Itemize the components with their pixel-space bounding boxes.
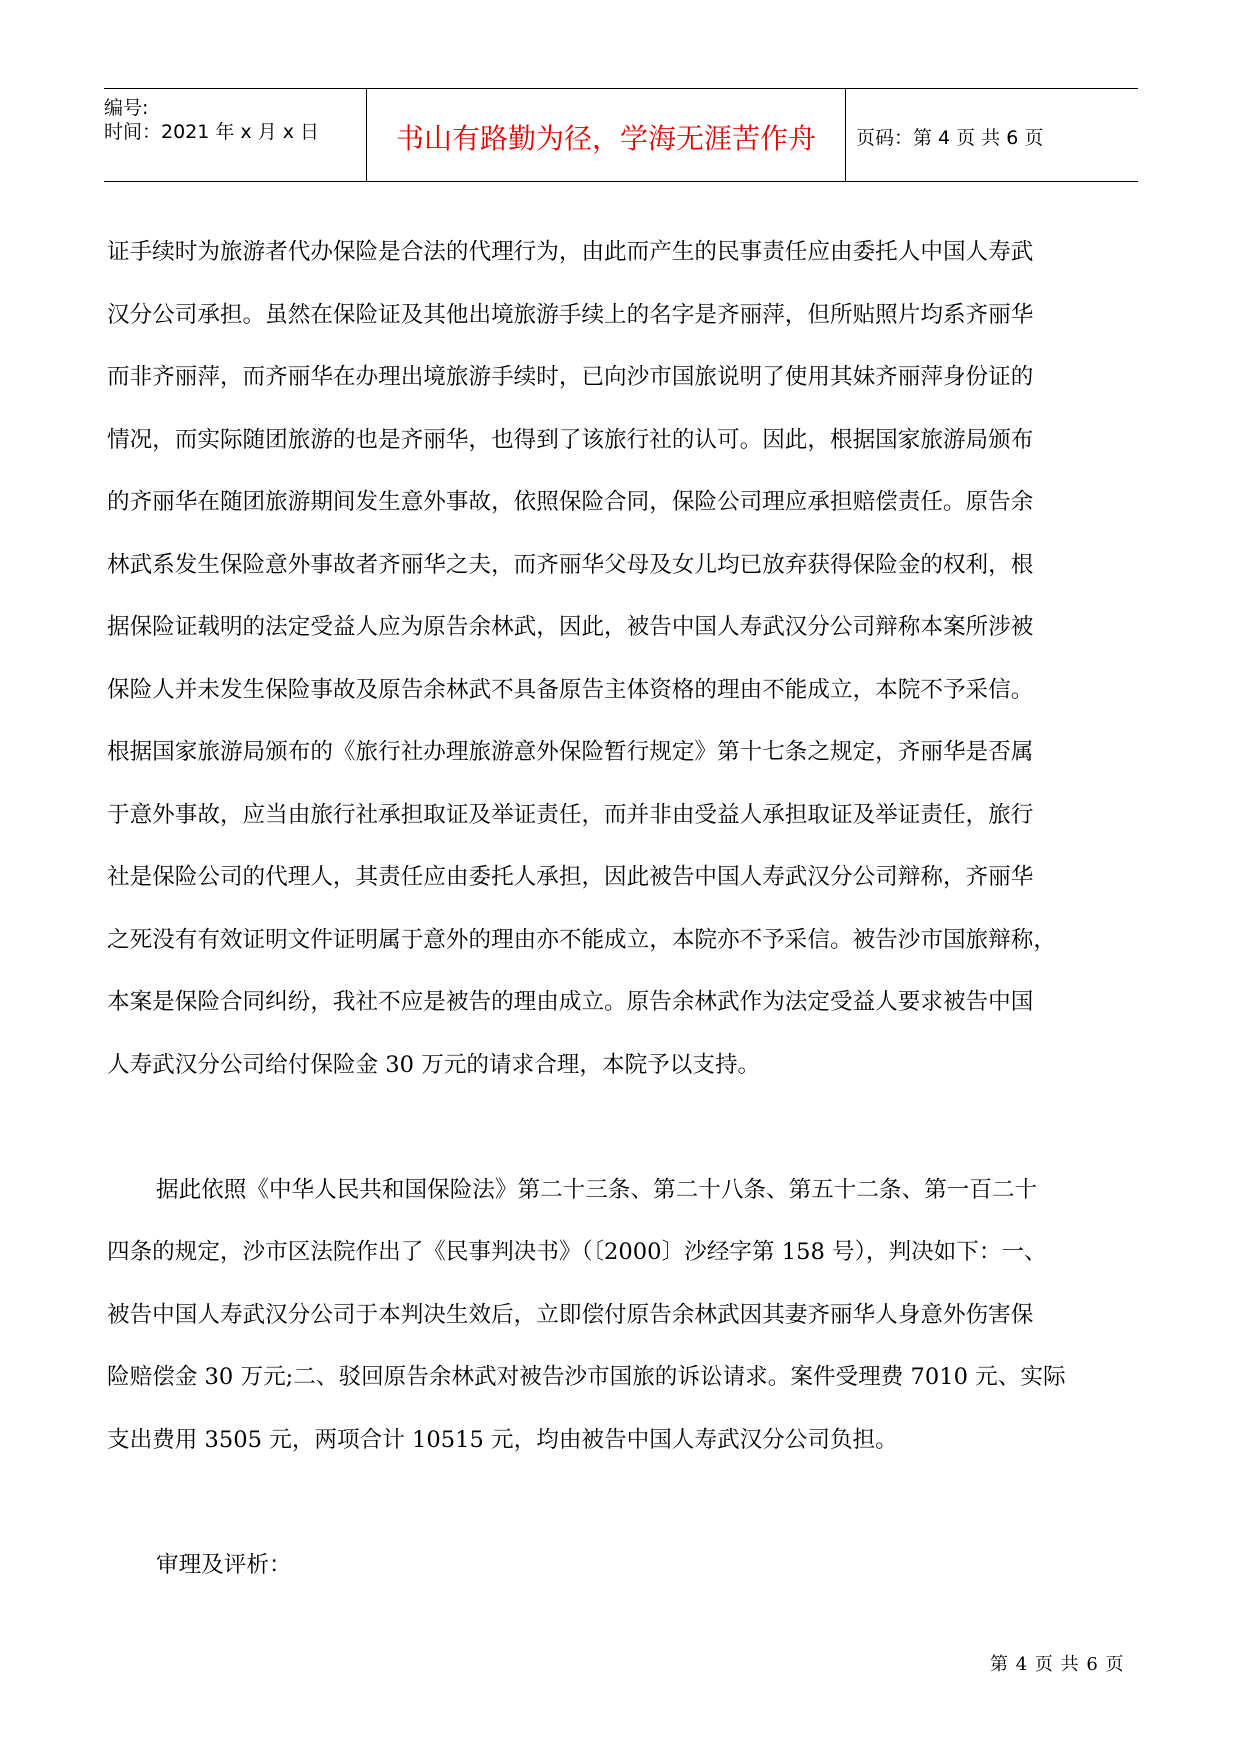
text-line: 社是保险公司的代理人，其责任应由委托人承担，因此被告中国人寿武汉分公司辩称，齐丽华 [107, 864, 1034, 890]
header-info-cell [104, 89, 367, 181]
document-time-label: 时间：2021 年 x 月 x 日 [104, 121, 320, 143]
text-line: 支出费用 3505 元，两项合计 10515 元，均由被告中国人寿武汉分公司负担。 [107, 1426, 898, 1453]
text-line: 四条的规定，沙市区法院作出了《民事判决书》（〔2000〕沙经字第 158 号），判决如下：一、 [107, 1239, 1047, 1265]
text-line: 林武系发生保险意外事故者齐丽华之夫，而齐丽华父母及女儿均已放弃获得保险金的权利，根 [107, 551, 1034, 578]
page-header [104, 88, 1138, 182]
text-line: 被告中国人寿武汉分公司于本判决生效后，立即偿付原告余林武因其妻齐丽华人身意外伤害保 [107, 1301, 1034, 1328]
text-line: 而非齐丽萍，而齐丽华在办理出境旅游手续时，已向沙市国旅说明了使用其妹齐丽萍身份证的 [107, 364, 1034, 390]
paragraph-2 [107, 1159, 1137, 1472]
text-line: 人寿武汉分公司给付保险金 30 万元的请求合理，本院予以支持。 [107, 1051, 761, 1078]
text-line: 险赔偿金 30 万元;二、驳回原告余林武对被告沙市国旅的诉讼请求。案件受理费 7010 元、实际 [107, 1364, 1066, 1390]
text-line: 之死没有有效证明文件证明属于意外的理由亦不能成立，本院亦不予采信。被告沙市国旅辩称， [107, 926, 1056, 953]
text-line: 据此依照《中华人民共和国保险法》第二十三条、第二十八条、第五十二条、第一百二十 [156, 1176, 1038, 1203]
header-page-cell [846, 89, 1138, 181]
header-page-number: 页码：第 4 页 共 6 页 [856, 127, 1044, 149]
text-line: 的齐丽华在随团旅游期间发生意外事故，依照保险合同，保险公司理应承担赔偿责任。原告余 [107, 489, 1034, 515]
paragraph-gap [107, 1471, 1137, 1534]
paragraph-3 [107, 1534, 1137, 1597]
document-body [107, 221, 1137, 1596]
paragraph-1 [107, 221, 1137, 1096]
document-number-label: 编号: [104, 97, 149, 119]
text-line: 根据国家旅游局颁布的《旅行社办理旅游意外保险暂行规定》第十七条之规定，齐丽华是否属 [107, 739, 1034, 765]
text-line: 本案是保险合同纠纷，我社不应是被告的理由成立。原告余林武作为法定受益人要求被告中国 [107, 989, 1034, 1015]
text-line: 保险人并未发生保险事故及原告余林武不具备原告主体资格的理由不能成立，本院不予采信。 [107, 676, 1034, 703]
section-heading: 审理及评析： [156, 1551, 292, 1578]
paragraph-gap [107, 1096, 1137, 1159]
header-motto: 书山有路勤为径，学海无涯苦作舟 [395, 122, 816, 155]
text-line: 于意外事故，应当由旅行社承担取证及举证责任，而并非由受益人承担取证及举证责任，旅行 [107, 801, 1034, 828]
text-line: 汉分公司承担。虽然在保险证及其他出境旅游手续上的名字是齐丽萍，但所贴照片均系齐丽华 [107, 301, 1034, 328]
text-line: 据保险证载明的法定受益人应为原告余林武，因此，被告中国人寿武汉分公司辩称本案所涉被 [107, 614, 1034, 640]
page-footer: 第 4 页 共 6 页 [990, 1654, 1125, 1675]
header-motto-cell [367, 89, 846, 181]
text-line: 情况，而实际随团旅游的也是齐丽华，也得到了该旅行社的认可。因此，根据国家旅游局颁布 [107, 426, 1034, 453]
text-line: 证手续时为旅游者代办保险是合法的代理行为，由此而产生的民事责任应由委托人中国人寿武 [107, 239, 1034, 265]
